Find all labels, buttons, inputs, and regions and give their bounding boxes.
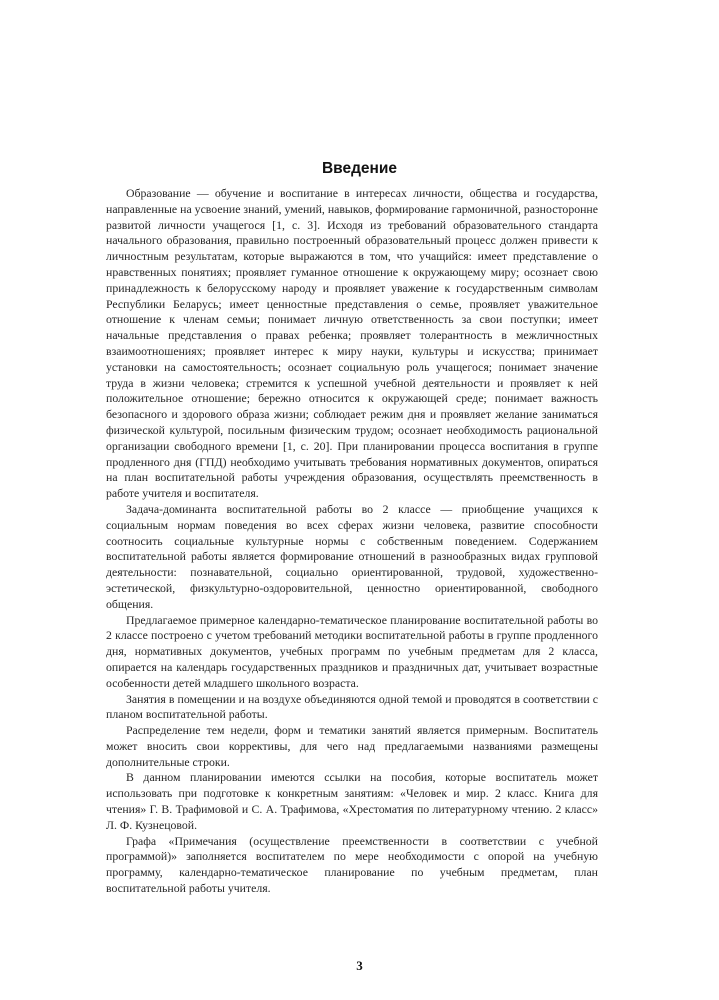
paragraph-5: Распределение тем недели, форм и тематики занятий является примерным. Воспитатель может вносить свои коррективы, для чего над предлагаемыми названиями размещены дополнительные строки. — [106, 723, 598, 769]
page-number: 3 — [356, 958, 363, 973]
page-title: Введение — [321, 160, 398, 177]
paragraph-4: Занятия в помещении и на воздухе объединяются одной темой и проводятся в соответствии с планом воспитательной работы. — [106, 691, 598, 722]
paragraph-2: Задача-доминанта воспитательной работы во 2 классе — приобщение учащихся к социальным нормам поведения во всех сферах жизни человека, развитие способности соотносить социальные культурные нормы с собственным поведением. Содержанием воспитательной работы является формирование отношений в разнообразных видах групповой деятельности: познавательной, социально ориентированной, трудовой, художественно-эстетической, физкультурно-оздоровительной, ценностно ориентированной, свободного общения. — [106, 501, 598, 611]
paragraph-3: Предлагаемое примерное календарно-тематическое планирование воспитательной работы во 2 классе построено с учетом требований методики воспитательной работы в группе продленного дня, нормативных документов, учебных программ по учебным предметам для 2 класса, опирается на календарь государственных праздников и праздничных дат, учитывает возрастные особенности детей младшего школьного возраста. — [106, 612, 598, 690]
paragraph-6: В данном планировании имеются ссылки на пособия, которые воспитатель может использовать при подготовке к конкретным занятиям: «Человек и мир. 2 класс. Книга для чтения» Г. В. Трафимовой и С. А. Трафимова, «Хрестоматия по литературному чтению. 2 класс» Л. Ф. Кузнецовой. — [106, 770, 598, 832]
paragraph-1: Образование — обучение и воспитание в интересах личности, общества и государства, направленные на усвоение знаний, умений, навыков, формирование гармоничной, разносторонне развитой личности учащегося [1, с. 3]. Исходя из требований образовательного стандарта начального образования, правильно построенный образовательный процесс должен привести к личностным результатам, которые выражаются в том, что учащийся: имеет представление о нравственных понятиях; проявляет гуманное отношение к окружающему миру; осознает свою принадлежность к белорусскому народу и проявляет уважение к государственным символам Республики Беларусь; имеет ценностные представления о семье, проявляет уважительное отношение к членам семьи; понимает личную ответственность за свои поступки; имеет начальные представления о правах ребенка; проявляет толерантность в межличностных взаимоотношениях; проявляет интерес к миру науки, культуры и искусства; принимает установки на самостоятельность; осознает социальную роль учащегося; понимает значение труда в жизни человека; стремится к успешной учебной деятельности и проявляет к ней положительное отношение; бережно относится к окружающей среде; понимает важность безопасного и здорового образа жизни; соблюдает режим дня и проявляет желание заниматься физической культурой, посильным физическим трудом; осознает необходимость рациональной организации свободного времени [1, с. 20]. При планировании процесса воспитания в группе продленного дня (ГПД) необходимо учитывать требования нормативных документов, опираться на план воспитательной работы учреждения образования, осуществлять преемственность в работе учителя и воспитателя. — [106, 186, 598, 501]
body-text — [106, 186, 598, 897]
paragraph-7: Графа «Примечания (осуществление преемственности в соответствии с учебной программой)» заполняется воспитателем по мере необходимости с опорой на учебную программу, календарно-тематическое планирование по учебным предметам, план воспитательной работы учителя. — [106, 833, 598, 896]
